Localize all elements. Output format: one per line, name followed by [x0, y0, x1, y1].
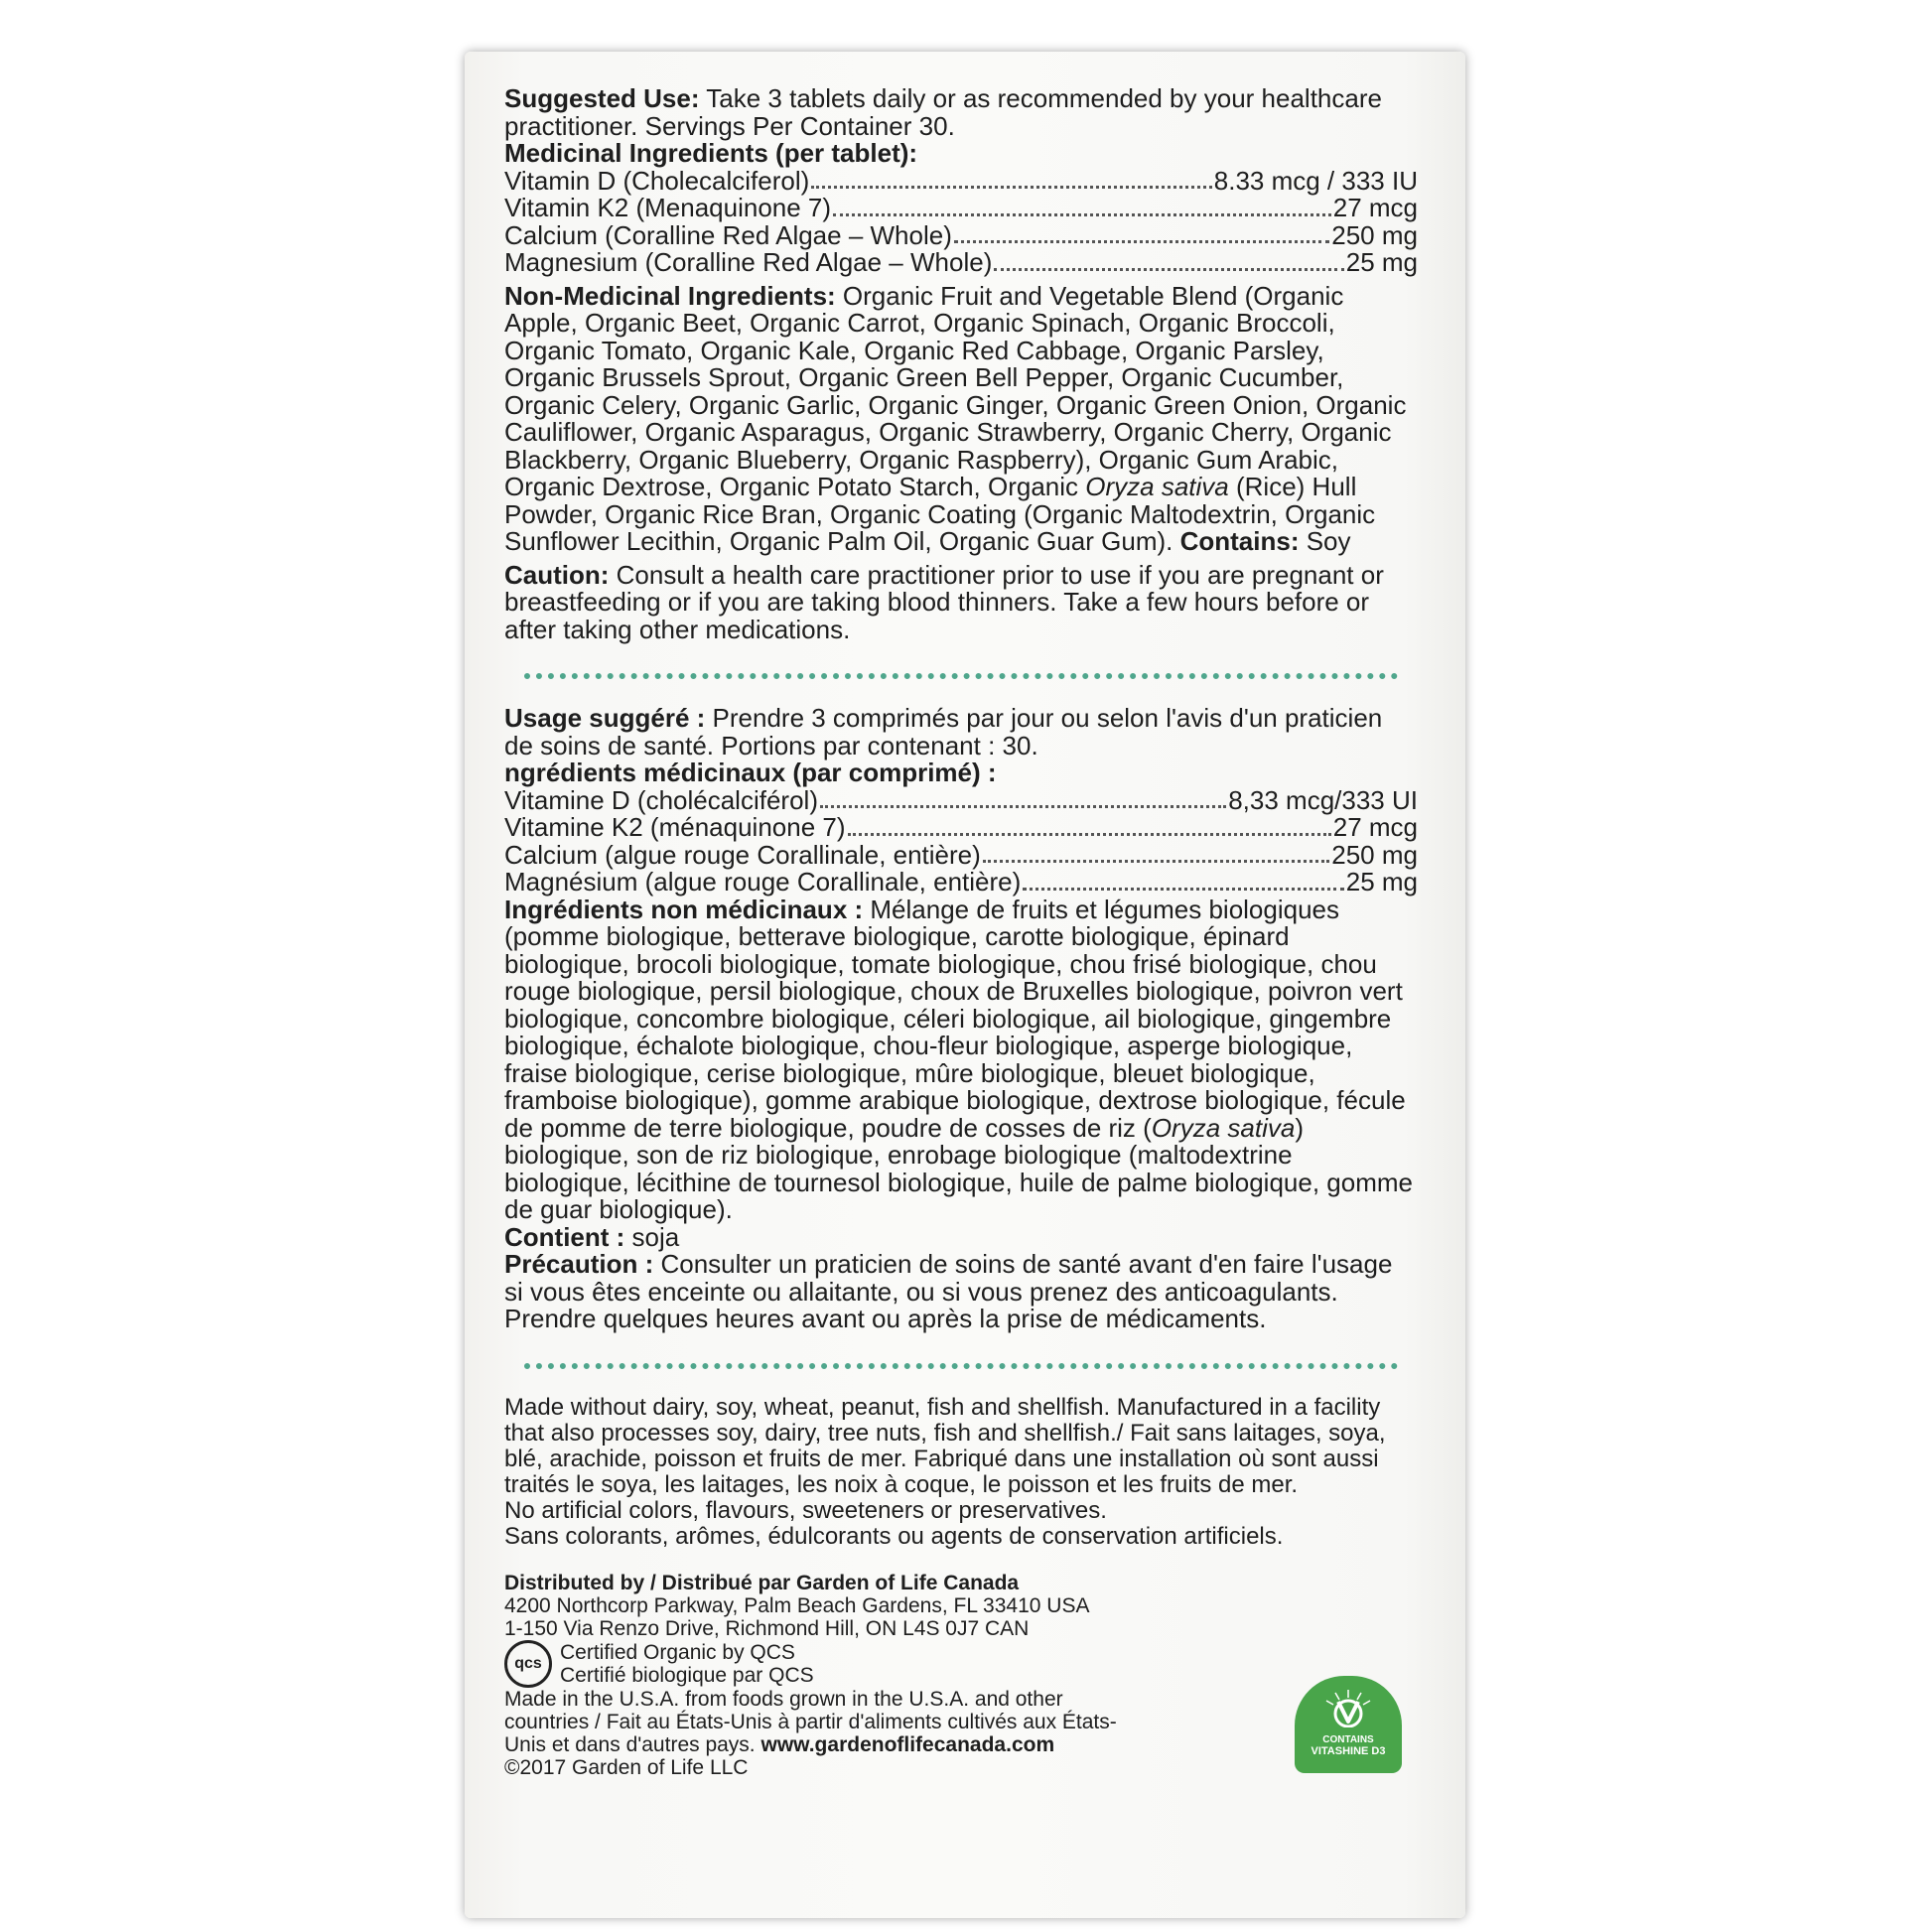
non-medicinal-text: Organic Fruit and Vegetable Blend (Organic Apple, Organic Beet, Organic Carrot, Organic Spinach, Organic Broccoli, Organic Tomato, Organic Kale, Organic Red Cabbage, Organic Parsley, Organic Brussels Sprout, Organic Green Bell Pepper, Organic Cucumber, Organic Celery, Organic Garlic, Organic Ginger, Organic Green Onion, Organic Cauliflower, Organic Asparagus, Organic Strawberry, Organic Cherry, Organic Blackberry, Organic Blueberry, Organic Raspberry), Organic Gum Arabic, Organic Dextrose, Organic Potato Starch, Organic: [504, 280, 1407, 501]
medicinal-heading-en: Medicinal Ingredients (per tablet):: [504, 138, 918, 168]
dot-leader: [833, 213, 1331, 216]
non-medicinal-label: Non-Medicinal Ingredients:: [504, 280, 836, 311]
dot-leader: [1023, 888, 1343, 891]
non-medicinal-en: [504, 280, 1418, 556]
copyright: ©2017 Garden of Life LLC: [504, 1755, 749, 1779]
latin-name: Oryza sativa: [1085, 472, 1229, 501]
ingredient-name: Calcium (Coralline Red Algae – Whole): [504, 219, 952, 250]
qcs-certification: [504, 1640, 1140, 1688]
ingredient-name: Calcium (algue rouge Corallinale, entière): [504, 839, 981, 870]
caution-en: [504, 559, 1418, 644]
ingredient-amount: 250 mg: [1331, 839, 1418, 870]
section-divider: [524, 1363, 1398, 1369]
ingredient-row: [504, 165, 1418, 196]
ingredient-row: [504, 839, 1418, 870]
contains-text: Soy: [1306, 526, 1351, 556]
ingredient-name: Vitamin D (Cholecalciferol): [504, 165, 810, 196]
suggested-use-en: [504, 85, 1418, 140]
badge-line2: VITASHINE D3: [1311, 1745, 1386, 1757]
certified-fr: Certifié biologique par QCS: [560, 1663, 814, 1687]
dot-leader: [820, 805, 1226, 808]
ingredient-amount: 8.33 mcg / 333 IU: [1213, 165, 1418, 196]
ingredient-name: Vitamine K2 (ménaquinone 7): [504, 812, 846, 842]
suggested-use-text: Prendre 3 comprimés par jour ou selon l'avis d'un praticien de soins de santé. Portions par contenant : 30.: [504, 703, 1383, 760]
no-artificial-fr: Sans colorants, arômes, édulcorants ou agents de conservation artificiels.: [504, 1522, 1284, 1550]
caution-fr: [504, 1251, 1418, 1333]
latin-name: Oryza sativa: [1151, 1112, 1296, 1143]
ingredient-row: [504, 249, 1418, 277]
made-in: [504, 1688, 1140, 1756]
label-content: [504, 85, 1418, 1779]
ingredient-name: Vitamine D (cholécalciférol): [504, 784, 818, 815]
non-medicinal-label: Ingrédients non médicinaux :: [504, 894, 864, 924]
website-link[interactable]: www.gardenoflifecanada.com: [760, 1732, 1055, 1756]
ingredient-amount: 8,33 mcg/333 UI: [1228, 784, 1418, 815]
ingredient-row: [504, 869, 1418, 897]
non-medicinal-text: (Rice) Hull Powder, Organic Rice Bran, Organic Coating (Organic Maltodextrin, Organic Sunflower Lecithin, Organic Palm Oil, Organic Guar Gum).: [504, 472, 1376, 556]
allergen-statement: Made without dairy, soy, wheat, peanut, fish and shellfish. Manufactured in a facility that also processes soy, dairy, tree nuts, fish and shellfish./ Fait sans laitages, soya, blé, arachide, poisson et fruits de mer. Fabriqué dans une installation où sont aussi traités le soya, les laitages, les noix à coque, le poisson et les fruits de mer.: [504, 1393, 1386, 1498]
suggested-use-fr: [504, 705, 1418, 759]
contains-text: soja: [631, 1221, 680, 1252]
ingredient-row: [504, 814, 1418, 842]
ingredient-row: [504, 195, 1418, 222]
vitashine-badge: [1295, 1676, 1402, 1773]
ingredient-amount: 25 mg: [1345, 247, 1418, 277]
label-panel: [465, 52, 1465, 1918]
caution-text: Consult a health care practitioner prior to use if you are pregnant or breastfeeding or if you are taking blood thinners. Take a few hours before or after taking other medications.: [504, 559, 1384, 644]
vitashine-sun-icon: [1321, 1688, 1375, 1727]
address-ca: 1-150 Via Renzo Drive, Richmond Hill, ON L4S 0J7 CAN: [504, 1616, 1030, 1640]
ingredient-amount: 27 mcg: [1332, 812, 1418, 842]
suggested-use-text: Take 3 tablets daily or as recommended by your healthcare practitioner. Servings Per Container 30.: [504, 83, 1382, 141]
caution-label: Précaution :: [504, 1249, 654, 1279]
distributed-by: Distributed by / Distribué par Garden of Life Canada: [504, 1571, 1020, 1594]
no-artificial-en: No artificial colors, flavours, sweeteners or preservatives.: [504, 1496, 1107, 1524]
dot-leader: [994, 268, 1343, 271]
certified-en: Certified Organic by QCS: [560, 1640, 795, 1664]
distributor-block: [504, 1572, 1140, 1779]
section-divider: [524, 673, 1398, 679]
ingredient-amount: 25 mg: [1345, 867, 1418, 897]
badge-line1: CONTAINS: [1322, 1734, 1374, 1745]
ingredient-row: [504, 784, 1418, 815]
contains-label: Contient :: [504, 1221, 625, 1252]
dot-leader: [848, 833, 1331, 836]
suggested-use-label: Suggested Use:: [504, 83, 700, 113]
ingredient-row: [504, 219, 1418, 250]
dot-leader: [811, 186, 1211, 189]
non-medicinal-fr: [504, 894, 1418, 1224]
ingredient-amount: 27 mcg: [1332, 193, 1418, 222]
non-medicinal-text: Mélange de fruits et légumes biologiques (pomme biologique, betterave biologique, carotte biologique, épinard biologique, brocoli biologique, tomate biologique, chou frisé biologique, chou rouge biologique, persil biologique, choux de Bruxelles biologique, poivron vert biologique, concombre biologique, céleri biologique, ail biologique, gingembre biologique, échalote biologique, chou-fleur biologique, asperge biologique, fraise biologique, cerise biologique, mûre biologique, bleuet biologique, framboise biologique), gomme arabique biologique, dextrose biologique, fécule de pomme de terre biologique, poudre de cosses de riz (: [504, 894, 1406, 1143]
ingredient-name: Vitamin K2 (Menaquinone 7): [504, 193, 832, 222]
medicinal-heading-fr: ngrédients médicinaux (par comprimé) :: [504, 758, 997, 787]
made-in-text: Made in the U.S.A. from foods grown in the U.S.A. and other countries / Fait au États-Unis à partir d'aliments cultivés aux États-Unis et dans d'autres pays.: [504, 1687, 1117, 1756]
ingredient-name: Magnésium (algue rouge Corallinale, entière): [504, 867, 1022, 897]
dot-leader: [983, 860, 1329, 863]
ingredient-amount: 250 mg: [1331, 219, 1418, 250]
caution-text: Consulter un praticien de soins de santé avant d'en faire l'usage si vous êtes enceinte ou allaitante, ou si vous prenez des anticoagulants. Prendre quelques heures avant ou après la prise de médicaments.: [504, 1249, 1393, 1333]
caution-label: Caution:: [504, 559, 610, 590]
dot-leader: [954, 240, 1329, 243]
non-medicinal-text: ) biologique, son de riz biologique, enrobage biologique (maltodextrine biologique, lécithine de tournesol biologique, huile de palme biologique, gomme de guar biologique).: [504, 1112, 1413, 1224]
qcs-logo-icon: qcs: [504, 1640, 552, 1688]
address-us: 4200 Northcorp Parkway, Palm Beach Gardens, FL 33410 USA: [504, 1593, 1090, 1617]
contains-fr: [504, 1221, 1418, 1252]
ingredient-name: Magnesium (Coralline Red Algae – Whole): [504, 247, 993, 277]
suggested-use-label: Usage suggéré :: [504, 703, 706, 733]
contains-label: Contains:: [1179, 526, 1300, 556]
